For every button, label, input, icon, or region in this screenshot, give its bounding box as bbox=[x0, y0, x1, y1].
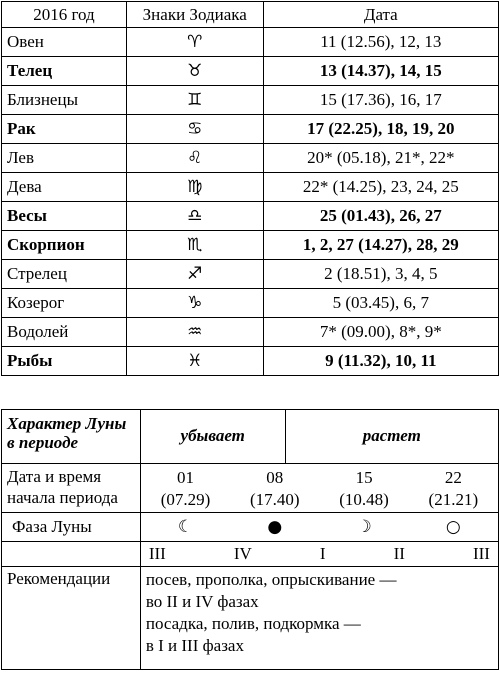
zodiac-row bbox=[2, 347, 499, 376]
moon-character-label bbox=[2, 410, 141, 464]
zodiac-body bbox=[2, 28, 499, 376]
moon-phase-row bbox=[2, 513, 499, 542]
zodiac-row bbox=[2, 260, 499, 289]
zodiac-date: 5 (03.45), 6, 7 bbox=[263, 289, 498, 318]
zodiac-sign-name: Рыбы bbox=[2, 347, 127, 376]
recommendation-line: в I и III фазах bbox=[145, 636, 244, 655]
zodiac-row bbox=[2, 173, 499, 202]
period-date: 01 bbox=[177, 468, 194, 487]
zodiac-row bbox=[2, 28, 499, 57]
zodiac-symbol-icon: ♉ bbox=[126, 57, 263, 86]
period-date: 22 bbox=[444, 468, 462, 487]
period-time: (17.40) bbox=[249, 490, 300, 509]
new-moon-icon: ● bbox=[267, 517, 283, 537]
zodiac-date: 11 (12.56), 12, 13 bbox=[263, 28, 498, 57]
roman-phase: III bbox=[472, 544, 490, 563]
zodiac-symbol-icon: ♐ bbox=[126, 260, 263, 289]
recommendations-row bbox=[2, 567, 499, 670]
zodiac-date: 22* (14.25), 23, 24, 25 bbox=[263, 173, 498, 202]
zodiac-sign-name: Телец bbox=[2, 57, 127, 86]
moon-phase-label: Фаза Луны bbox=[2, 513, 141, 542]
moon-phase-icons-row bbox=[141, 517, 498, 537]
waning-crescent-icon: ☾ bbox=[177, 517, 194, 537]
waning-label: убывает bbox=[140, 410, 285, 464]
zodiac-date: 25 (01.43), 26, 27 bbox=[263, 202, 498, 231]
date-time-label-line1: Дата и время bbox=[7, 467, 102, 486]
zodiac-sign-name: Козерог bbox=[2, 289, 127, 318]
period-dates-row bbox=[141, 467, 498, 489]
roman-phase: IV bbox=[233, 544, 252, 563]
moon-character-row bbox=[2, 410, 499, 464]
full-moon-icon: ○ bbox=[445, 517, 461, 537]
recommendation-line: во II и IV фазах bbox=[145, 592, 259, 611]
moon-phase-table bbox=[1, 409, 499, 670]
zodiac-row bbox=[2, 318, 499, 347]
recommendations-text bbox=[140, 567, 498, 670]
roman-phase: I bbox=[319, 544, 326, 563]
zodiac-symbol-icon: ♊ bbox=[126, 86, 263, 115]
period-time: (21.21) bbox=[428, 490, 479, 509]
zodiac-date: 13 (14.37), 14, 15 bbox=[263, 57, 498, 86]
period-dates bbox=[140, 464, 498, 513]
zodiac-sign-name: Дева bbox=[2, 173, 127, 202]
header-date: Дата bbox=[263, 2, 498, 28]
moon-phase-icons bbox=[140, 513, 498, 542]
zodiac-header-row bbox=[2, 2, 499, 28]
recommendation-line: посадка, полив, подкормка — bbox=[145, 614, 361, 633]
zodiac-symbol-icon: ♋ bbox=[126, 115, 263, 144]
header-year: 2016 год bbox=[2, 2, 127, 28]
period-times-row bbox=[141, 489, 498, 511]
roman-phase: II bbox=[393, 544, 405, 563]
zodiac-row bbox=[2, 289, 499, 318]
roman-phase-label-empty bbox=[2, 542, 141, 567]
zodiac-symbol-icon: ♌ bbox=[126, 144, 263, 173]
period-date: 15 bbox=[355, 468, 373, 487]
zodiac-sign-name: Рак bbox=[2, 115, 127, 144]
roman-phase-numbers-row bbox=[141, 544, 498, 564]
zodiac-symbol-icon: ♑ bbox=[126, 289, 263, 318]
zodiac-sign-name: Овен bbox=[2, 28, 127, 57]
period-time: (07.29) bbox=[160, 490, 211, 509]
zodiac-row bbox=[2, 57, 499, 86]
header-signs: Знаки Зодиака bbox=[126, 2, 263, 28]
zodiac-row bbox=[2, 231, 499, 260]
zodiac-sign-name: Скорпион bbox=[2, 231, 127, 260]
zodiac-sign-name: Весы bbox=[2, 202, 127, 231]
recommendations-label: Рекомендации bbox=[2, 567, 141, 670]
roman-phase-numbers bbox=[140, 542, 498, 567]
roman-phase: III bbox=[148, 544, 166, 563]
zodiac-date: 9 (11.32), 10, 11 bbox=[263, 347, 498, 376]
roman-phase-row bbox=[2, 542, 499, 567]
zodiac-sign-name: Стрелец bbox=[2, 260, 127, 289]
zodiac-date: 7* (09.00), 8*, 9* bbox=[263, 318, 498, 347]
zodiac-symbol-icon: ♈ bbox=[126, 28, 263, 57]
zodiac-date: 17 (22.25), 18, 19, 20 bbox=[263, 115, 498, 144]
zodiac-row bbox=[2, 202, 499, 231]
moon-character-label-line2: в периоде bbox=[7, 433, 79, 452]
zodiac-row bbox=[2, 86, 499, 115]
moon-date-row bbox=[2, 464, 499, 513]
zodiac-symbol-icon: ♒ bbox=[126, 318, 263, 347]
zodiac-date: 2 (18.51), 3, 4, 5 bbox=[263, 260, 498, 289]
zodiac-symbol-icon: ♏ bbox=[126, 231, 263, 260]
zodiac-row bbox=[2, 144, 499, 173]
zodiac-row bbox=[2, 115, 499, 144]
moon-character-label-line1: Характер Луны bbox=[7, 414, 127, 433]
zodiac-date: 15 (17.36), 16, 17 bbox=[263, 86, 498, 115]
zodiac-sign-name: Близнецы bbox=[2, 86, 127, 115]
waxing-label: растет bbox=[285, 410, 498, 464]
recommendation-line: посев, прополка, опрыскивание — bbox=[145, 570, 397, 589]
zodiac-sign-name: Водолей bbox=[2, 318, 127, 347]
zodiac-symbol-icon: ♓ bbox=[126, 347, 263, 376]
zodiac-symbol-icon: ♍ bbox=[126, 173, 263, 202]
zodiac-sign-name: Лев bbox=[2, 144, 127, 173]
zodiac-symbol-icon: ♎ bbox=[126, 202, 263, 231]
zodiac-date: 20* (05.18), 21*, 22* bbox=[263, 144, 498, 173]
date-time-label-line2: начала периода bbox=[7, 488, 118, 507]
waxing-crescent-icon: ☽ bbox=[356, 517, 372, 537]
zodiac-date: 1, 2, 27 (14.27), 28, 29 bbox=[263, 231, 498, 260]
period-date: 08 bbox=[266, 468, 284, 487]
zodiac-table bbox=[1, 1, 499, 376]
period-time: (10.48) bbox=[339, 490, 389, 509]
date-time-label bbox=[2, 464, 141, 513]
